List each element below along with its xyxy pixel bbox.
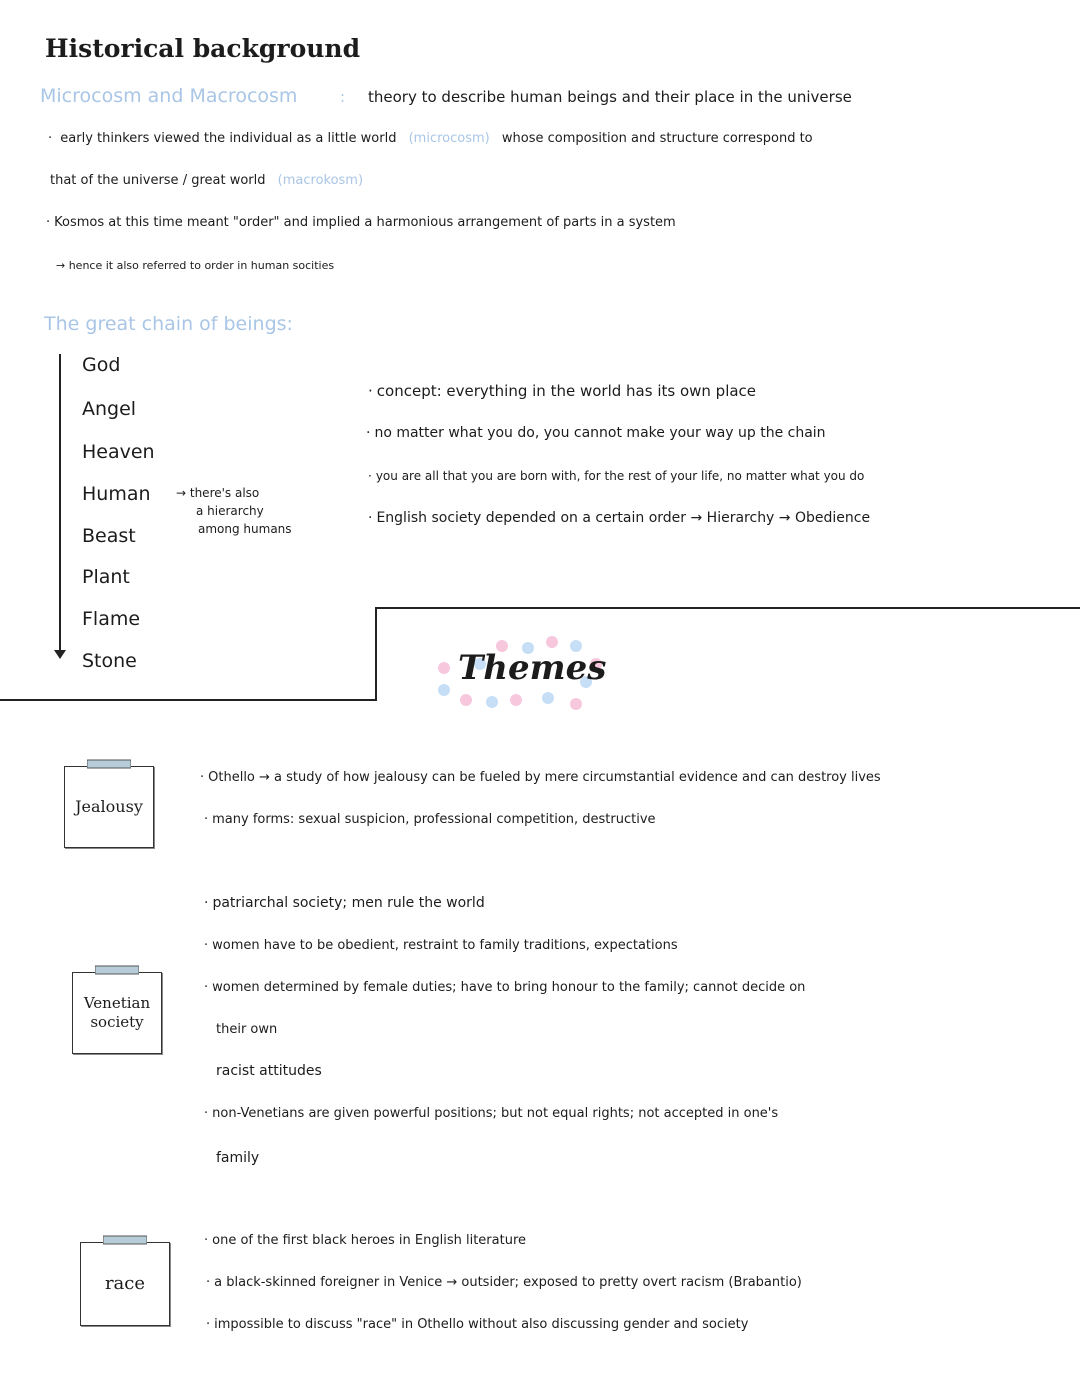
human-note-2: a hierarchy — [196, 504, 264, 518]
venetian-point-3-cont: their own — [216, 1022, 278, 1037]
venetian-point-1: · patriarchal society; men rule the world — [204, 895, 485, 911]
divider-top-right — [375, 607, 1080, 609]
chain-item-human: Human — [82, 483, 151, 505]
chain-point-no-matter: · no matter what you do, you cannot make your way up the chain — [366, 425, 826, 441]
divider-vertical — [375, 607, 377, 701]
chain-point-english-society: · English society depended on a certain order → Hierarchy → Obedience — [368, 510, 870, 526]
line-early-thinkers: · early thinkers viewed the individual as a little world (microcosm) whose composition and structure correspond to — [48, 131, 813, 146]
tape-icon — [103, 1234, 147, 1246]
chain-point-born-with: · you are all that you are born with, for the rest of your life, no matter what you do — [368, 469, 864, 483]
microcosm-label: Microcosm and Macrocosm — [40, 85, 298, 107]
venetian-point-3: · women determined by female duties; have to bring honour to the family; cannot decide on — [204, 980, 805, 995]
note-jealousy — [64, 766, 154, 848]
venetian-point-4: racist attitudes — [216, 1063, 322, 1079]
note-venetian-label-2: society — [90, 1013, 144, 1031]
race-point-3: · impossible to discuss "race" in Othello without also discussing gender and society — [206, 1317, 748, 1332]
divider-bottom-left — [0, 699, 376, 701]
line-hence: → hence it also referred to order in human socities — [56, 259, 335, 272]
chain-item-angel: Angel — [82, 398, 137, 420]
note-jealousy-label: Jealousy — [75, 796, 143, 816]
chain-point-concept: · concept: everything in the world has its own place — [368, 382, 756, 400]
race-point-2: · a black-skinned foreigner in Venice → outsider; exposed to pretty overt racism (Brabantio) — [206, 1275, 802, 1290]
note-race-label: race — [104, 1273, 146, 1295]
section-title-historical: Historical background — [45, 34, 361, 63]
venetian-point-2: · women have to be obedient, restraint to family traditions, expectations — [204, 938, 678, 953]
microcosm-colon: : — [340, 88, 346, 106]
human-note-3: among humans — [198, 522, 292, 536]
chain-arrow-head-icon — [54, 650, 66, 659]
chain-item-plant: Plant — [82, 566, 130, 588]
chain-item-beast: Beast — [82, 525, 136, 547]
chain-item-god: God — [82, 354, 121, 376]
chain-item-stone: Stone — [82, 650, 137, 672]
note-venetian-society — [72, 972, 162, 1054]
race-point-1: · one of the first black heroes in English literature — [204, 1233, 526, 1248]
note-race — [80, 1242, 170, 1326]
chain-title: The great chain of beings: — [44, 313, 293, 335]
jealousy-point-2: · many forms: sexual suspicion, professional competition, destructive — [204, 812, 656, 827]
themes-title: Themes — [458, 648, 607, 688]
chain-arrow-line — [59, 354, 61, 654]
microcosm-definition: theory to describe human beings and their place in the universe — [368, 88, 852, 106]
human-note-1: → there's also — [176, 486, 260, 500]
line-kosmos: · Kosmos at this time meant "order" and implied a harmonious arrangement of parts in a system — [46, 215, 676, 230]
note-venetian-label-1: Venetian — [83, 993, 151, 1012]
tape-icon — [95, 964, 139, 976]
chain-item-heaven: Heaven — [82, 441, 155, 463]
tape-icon — [87, 758, 131, 770]
line-great-world: that of the universe / great world (macrokosm) — [50, 173, 364, 188]
chain-item-flame: Flame — [82, 608, 141, 630]
venetian-point-5: · non-Venetians are given powerful positions; but not equal rights; not accepted in one's — [204, 1106, 778, 1121]
venetian-point-5-cont: family — [216, 1150, 260, 1166]
jealousy-point-1: · Othello → a study of how jealousy can be fueled by mere circumstantial evidence and can destroy lives — [200, 770, 881, 785]
